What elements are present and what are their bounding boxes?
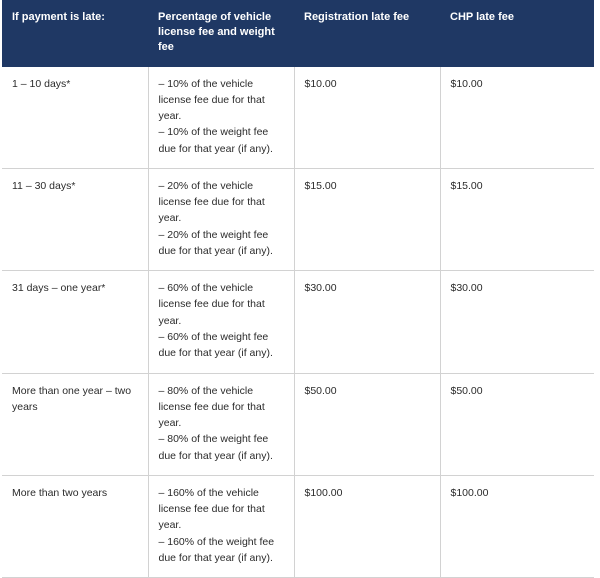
table-body (2, 67, 594, 578)
cell-period: 1 – 10 days* (2, 67, 148, 169)
cell-chp-fee: $30.00 (440, 271, 594, 373)
percentage-line: – 60% of the vehicle license fee due for that year. (158, 282, 265, 327)
table-row (2, 271, 594, 373)
cell-percentage (148, 67, 294, 169)
cell-period: More than two years (2, 475, 148, 577)
table-row (2, 475, 594, 577)
cell-registration-fee: $15.00 (294, 168, 440, 270)
percentage-line: – 20% of the weight fee due for that year (if any). (158, 228, 273, 257)
cell-period: 31 days – one year* (2, 271, 148, 373)
cell-chp-fee: $15.00 (440, 168, 594, 270)
table-header-row (2, 0, 594, 67)
percentage-line: – 10% of the weight fee due for that year (if any). (158, 126, 273, 155)
cell-percentage (148, 373, 294, 475)
percentage-line: – 10% of the vehicle license fee due for that year. (158, 77, 265, 123)
percentage-line: – 160% of the weight fee due for that year (if any). (158, 535, 275, 564)
cell-chp-fee: $10.00 (440, 67, 594, 169)
cell-percentage (148, 168, 294, 270)
table-header (2, 0, 594, 67)
percentage-line: – 60% of the weight fee due for that year (if any). (158, 330, 273, 360)
table-row (2, 67, 594, 169)
column-header-percentage: Percentage of vehicle license fee and weight fee (148, 0, 294, 67)
percentage-line: – 80% of the weight fee due for that year (if any). (158, 433, 273, 462)
column-header-registration-late-fee: Registration late fee (294, 0, 440, 67)
cell-registration-fee: $50.00 (294, 373, 440, 475)
cell-percentage (148, 475, 294, 577)
cell-registration-fee: $30.00 (294, 271, 440, 373)
percentage-line: – 160% of the vehicle license fee due for that year. (158, 486, 265, 532)
late-fee-table (2, 0, 594, 578)
cell-chp-fee: $50.00 (440, 373, 594, 475)
column-header-payment-late: If payment is late: (2, 0, 148, 67)
cell-period: More than one year – two years (2, 373, 148, 475)
percentage-line: – 80% of the vehicle license fee due for that year. (158, 384, 265, 430)
cell-registration-fee: $100.00 (294, 475, 440, 577)
column-header-chp-late-fee: CHP late fee (440, 0, 594, 67)
table-row (2, 373, 594, 475)
cell-period: 11 – 30 days* (2, 168, 148, 270)
cell-chp-fee: $100.00 (440, 475, 594, 577)
percentage-line: – 20% of the vehicle license fee due for that year. (158, 179, 265, 225)
table-row (2, 168, 594, 270)
cell-percentage (148, 271, 294, 373)
cell-registration-fee: $10.00 (294, 67, 440, 169)
